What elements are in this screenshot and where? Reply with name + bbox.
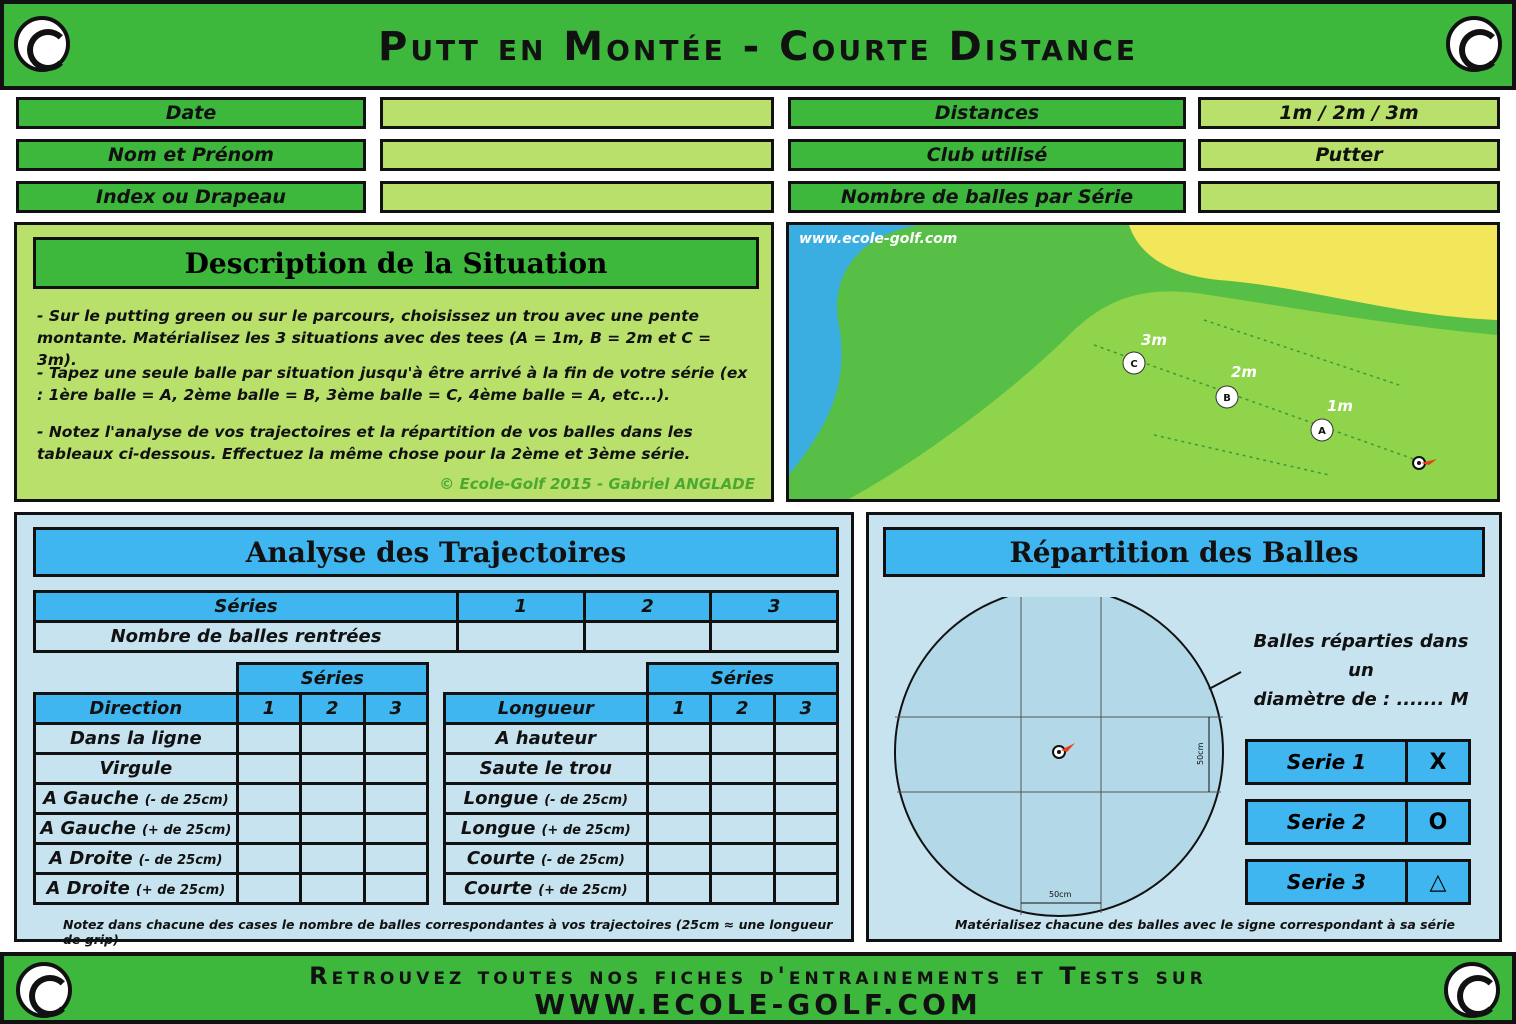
direction-cell[interactable] <box>301 814 364 844</box>
direction-series-3: 3 <box>364 694 427 724</box>
series-1-header: 1 <box>457 592 584 622</box>
length-cell[interactable] <box>711 724 774 754</box>
length-row-label <box>445 844 648 874</box>
direction-cell[interactable] <box>237 754 300 784</box>
direction-row-sub: (+ de 25cm) <box>135 883 226 898</box>
green-diagram-svg <box>789 225 1497 499</box>
tee-a-distance: 1m <box>1327 397 1354 415</box>
tee-b-distance: 2m <box>1231 363 1258 381</box>
direction-row-label <box>35 754 238 784</box>
length-cell[interactable] <box>647 844 710 874</box>
ecole-golf-logo-icon <box>1446 16 1502 72</box>
serie-3-legend <box>1245 859 1471 905</box>
club-label: Club utilisé <box>788 139 1186 171</box>
green-diagram <box>786 222 1500 502</box>
balls-per-series-field[interactable] <box>1198 181 1500 213</box>
length-row-label <box>445 874 648 904</box>
description-paragraph-3: - Notez l'analyse de vos trajectoires et la répartition de vos balles dans les tableaux ci-dessous. Effectuez la même chose pour la 2ème et 3ème série. <box>37 423 693 463</box>
length-row <box>445 844 838 874</box>
diameter-text-line-1: Balles réparties dans un <box>1253 631 1469 681</box>
serie-2-symbol: O <box>1428 809 1448 835</box>
direction-cell[interactable] <box>364 814 427 844</box>
length-series-2: 2 <box>711 694 774 724</box>
direction-row-main: A Gauche <box>43 788 139 809</box>
serie-2-label: Serie 2 <box>1248 802 1408 842</box>
length-cell[interactable] <box>647 784 710 814</box>
length-cell[interactable] <box>774 874 837 904</box>
length-row-sub: (+ de 25cm) <box>541 823 631 838</box>
length-row-main: Longue <box>463 788 539 809</box>
diameter-text-line-2: diamètre de : ....... M <box>1253 689 1469 710</box>
length-cell[interactable] <box>774 814 837 844</box>
length-series-1: 1 <box>647 694 710 724</box>
length-series-header: Séries <box>647 664 837 694</box>
length-row-label <box>445 814 648 844</box>
length-row-sub: (+ de 25cm) <box>538 883 628 898</box>
length-row-main: Longue <box>460 818 536 839</box>
description-paragraph-1: - Sur le putting green ou sur le parcours, choisissez un trou avec une pente montante. Matérialisez les 3 situations avec des tees (A = 1m, B = 2m et C = 3m). <box>37 307 712 369</box>
length-cell[interactable] <box>711 814 774 844</box>
direction-row-main: A Gauche <box>40 818 136 839</box>
length-cell[interactable] <box>647 724 710 754</box>
length-row-sub: (- de 25cm) <box>540 853 625 868</box>
length-row-label <box>445 754 648 784</box>
series-header: Séries <box>35 592 458 622</box>
direction-cell[interactable] <box>364 724 427 754</box>
name-label: Nom et Prénom <box>16 139 366 171</box>
distribution-title: Répartition des Balles <box>883 527 1485 577</box>
direction-series-2: 2 <box>301 694 364 724</box>
scale-horizontal-label: 50cm <box>1049 890 1072 899</box>
index-field[interactable] <box>380 181 774 213</box>
length-row-label <box>445 724 648 754</box>
direction-row-sub: (+ de 25cm) <box>141 823 232 838</box>
scale-vertical-label: 50cm <box>1196 742 1205 765</box>
description-paragraph-2: - Tapez une seule balle par situation jusqu'à être arrivé à la fin de votre série (ex : 1ère balle = A, 2ème balle = B, 3ème balle = C, 4ème balle = A, etc...). <box>37 364 748 404</box>
serie-1-symbol: X <box>1429 749 1447 775</box>
length-cell[interactable] <box>774 844 837 874</box>
length-row-main: A hauteur <box>495 728 597 749</box>
length-cell[interactable] <box>711 844 774 874</box>
direction-cell[interactable] <box>237 844 300 874</box>
direction-row-label <box>35 784 238 814</box>
direction-cell[interactable] <box>364 874 427 904</box>
tee-b-letter: B <box>1223 393 1231 404</box>
distances-label: Distances <box>788 97 1186 129</box>
page-title: Putt en Montée - Courte Distance <box>378 24 1138 70</box>
length-cell[interactable] <box>774 724 837 754</box>
direction-row-label <box>35 874 238 904</box>
direction-cell[interactable] <box>301 754 364 784</box>
footer-line-1: Retrouvez toutes nos fiches d'entrainements et Tests sur <box>309 962 1207 990</box>
distribution-panel <box>866 512 1502 942</box>
length-row <box>445 754 838 784</box>
length-cell[interactable] <box>711 784 774 814</box>
trajectories-panel <box>14 512 854 947</box>
direction-cell[interactable] <box>237 814 300 844</box>
direction-row <box>35 784 428 814</box>
serie-3-label: Serie 3 <box>1248 862 1408 902</box>
length-cell[interactable] <box>774 784 837 814</box>
direction-row-sub: (- de 25cm) <box>144 793 229 808</box>
description-panel <box>14 222 774 502</box>
direction-row-main: Dans la ligne <box>69 728 202 749</box>
length-row <box>445 874 838 904</box>
length-cell[interactable] <box>647 874 710 904</box>
page-header <box>0 0 1516 90</box>
direction-row <box>35 844 428 874</box>
direction-header: Direction <box>35 694 238 724</box>
length-cell[interactable] <box>647 754 710 784</box>
series-3-header: 3 <box>711 592 838 622</box>
balls-in-cell[interactable] <box>457 622 584 652</box>
length-cell[interactable] <box>774 754 837 784</box>
trajectories-title: Analyse des Trajectoires <box>33 527 839 577</box>
tee-a-letter: A <box>1318 426 1326 437</box>
length-cell[interactable] <box>711 874 774 904</box>
target-circle[interactable] <box>891 597 1251 917</box>
date-label: Date <box>16 97 366 129</box>
length-row-sub: (- de 25cm) <box>544 793 628 808</box>
direction-row <box>35 814 428 844</box>
balls-in-cell[interactable] <box>711 622 838 652</box>
direction-row-main: A Droite <box>49 848 133 869</box>
page-footer <box>0 952 1516 1024</box>
serie-3-symbol: △ <box>1429 869 1447 895</box>
series-2-header: 2 <box>584 592 711 622</box>
length-row-label <box>445 784 648 814</box>
direction-cell[interactable] <box>301 844 364 874</box>
serie-1-label: Serie 1 <box>1248 742 1408 782</box>
index-label: Index ou Drapeau <box>16 181 366 213</box>
length-row-main: Courte <box>466 848 535 869</box>
distribution-note: Matérialisez chacune des balles avec le signe correspondant à sa série <box>955 917 1456 932</box>
diameter-text <box>1241 627 1481 714</box>
direction-cell[interactable] <box>237 784 300 814</box>
direction-cell[interactable] <box>301 874 364 904</box>
name-field[interactable] <box>380 139 774 171</box>
length-row <box>445 724 838 754</box>
trajectories-note: Notez dans chacune des cases le nombre de balles correspondantes à vos trajectoires (25cm ≈ une longueur de grip) <box>63 917 833 947</box>
date-field[interactable] <box>380 97 774 129</box>
direction-cell[interactable] <box>237 874 300 904</box>
direction-cell[interactable] <box>301 724 364 754</box>
serie-2-legend <box>1245 799 1471 845</box>
length-cell[interactable] <box>711 754 774 784</box>
direction-row-label <box>35 724 238 754</box>
length-header: Longueur <box>445 694 648 724</box>
footer-website-link[interactable]: WWW.ECOLE-GOLF.COM <box>534 988 982 1021</box>
length-row-main: Courte <box>464 878 533 899</box>
balls-in-table <box>33 590 839 653</box>
balls-per-series-label: Nombre de balles par Série <box>788 181 1186 213</box>
direction-cell[interactable] <box>301 784 364 814</box>
direction-row-label <box>35 814 238 844</box>
direction-row-sub: (- de 25cm) <box>138 853 223 868</box>
direction-series-1: 1 <box>237 694 300 724</box>
length-row <box>445 784 838 814</box>
direction-row-main: A Droite <box>46 878 130 899</box>
tee-c-distance: 3m <box>1141 331 1168 349</box>
direction-row <box>35 724 428 754</box>
direction-series-header: Séries <box>237 664 427 694</box>
distances-value: 1m / 2m / 3m <box>1198 97 1500 129</box>
direction-row-main: Virgule <box>99 758 173 779</box>
length-row-main: Saute le trou <box>479 758 612 779</box>
direction-row-label <box>35 844 238 874</box>
ecole-golf-logo-icon <box>1444 962 1500 1018</box>
direction-cell[interactable] <box>237 724 300 754</box>
length-row <box>445 814 838 844</box>
direction-table <box>33 662 429 905</box>
direction-row <box>35 874 428 904</box>
balls-in-label: Nombre de balles rentrées <box>35 622 458 652</box>
direction-cell[interactable] <box>364 844 427 874</box>
balls-in-cell[interactable] <box>584 622 711 652</box>
length-cell[interactable] <box>647 814 710 844</box>
length-table <box>443 662 839 905</box>
tee-c-letter: C <box>1130 359 1138 370</box>
direction-cell[interactable] <box>364 754 427 784</box>
map-watermark: www.ecole-golf.com <box>799 231 958 247</box>
serie-1-legend <box>1245 739 1471 785</box>
club-value: Putter <box>1198 139 1500 171</box>
copyright-credit: © Ecole-Golf 2015 - Gabriel ANGLADE <box>439 475 755 493</box>
direction-cell[interactable] <box>364 784 427 814</box>
description-title: Description de la Situation <box>33 237 759 289</box>
direction-row <box>35 754 428 784</box>
length-series-3: 3 <box>774 694 837 724</box>
